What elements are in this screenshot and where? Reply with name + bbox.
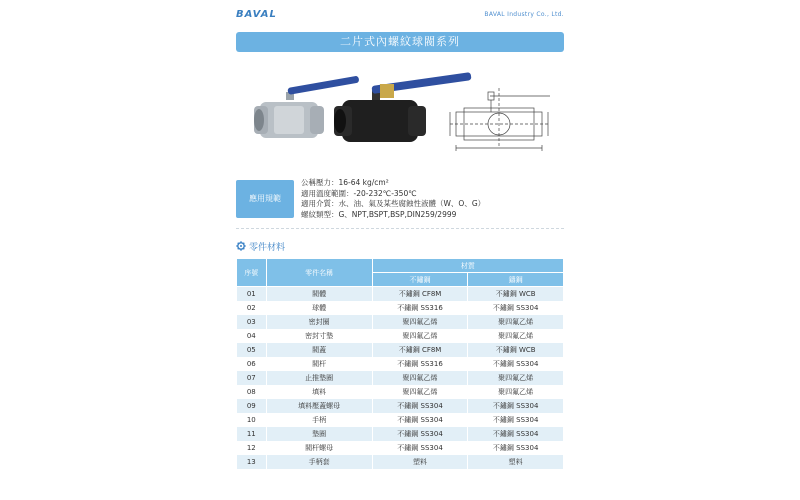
cell-m1: 不鏽鋼 CF8M <box>372 343 468 357</box>
cell-no: 10 <box>237 413 267 427</box>
cell-name: 手柄套 <box>266 455 372 469</box>
table-row <box>237 301 564 315</box>
cell-name: 填料壓蓋螺母 <box>266 399 372 413</box>
cell-m2: 不鏽鋼 SS304 <box>468 301 564 315</box>
cell-no: 05 <box>237 343 267 357</box>
cell-m1: 不鏽鋼 CF8M <box>372 287 468 302</box>
cell-no: 11 <box>237 427 267 441</box>
table-row <box>237 413 564 427</box>
spec-pressure: 公稱壓力：16-64 kg/cm² <box>301 178 389 187</box>
technical-drawing <box>450 88 550 151</box>
company-name: BAVAL Industry Co., Ltd. <box>484 11 564 18</box>
cell-no: 03 <box>237 315 267 329</box>
table-row <box>237 455 564 469</box>
cell-no: 04 <box>237 329 267 343</box>
cell-name: 閥蓋 <box>266 343 372 357</box>
brand-logo: BAVAL <box>236 9 277 20</box>
cell-m1: 不鏽鋼 SS304 <box>372 441 468 455</box>
cell-no: 09 <box>237 399 267 413</box>
spec-thread: 螺紋類型：G、NPT,BSPT,BSP,DIN259/2999 <box>301 209 457 219</box>
header-material-stainless: 不鏽鋼 <box>372 273 468 287</box>
table-row <box>237 287 564 302</box>
cell-m2: 聚四氟乙烯 <box>468 329 564 343</box>
spec-label: 應用規範 <box>236 180 294 218</box>
cell-m2: 不鏽鋼 SS304 <box>468 399 564 413</box>
cell-no: 13 <box>237 455 267 469</box>
cell-m2: 塑料 <box>468 455 564 469</box>
table-row <box>237 343 564 357</box>
cell-m2: 不鏽鋼 SS304 <box>468 441 564 455</box>
cell-name: 閥杆 <box>266 357 372 371</box>
cell-m1: 塑料 <box>372 455 468 469</box>
parts-section-label: 零件材料 <box>249 243 286 253</box>
cell-m2: 不鏽鋼 SS304 <box>468 357 564 371</box>
cell-m1: 不鏽鋼 SS304 <box>372 413 468 427</box>
cell-m2: 不鏽鋼 SS304 <box>468 413 564 427</box>
cell-name: 閥體 <box>266 287 372 302</box>
table-row <box>237 385 564 399</box>
header-material-cast: 鑄鋼 <box>468 273 564 287</box>
cell-name: 止推墊圈 <box>266 371 372 385</box>
spec-medium: 適用介質：水、油、氣及某些腐蝕性液體（W、O、G） <box>301 199 486 208</box>
table-row <box>237 329 564 343</box>
cell-m2: 聚四氟乙烯 <box>468 315 564 329</box>
cell-name: 填料 <box>266 385 372 399</box>
cell-m1: 聚四氟乙烯 <box>372 315 468 329</box>
table-row <box>237 441 564 455</box>
cell-no: 08 <box>237 385 267 399</box>
cell-no: 06 <box>237 357 267 371</box>
parts-table <box>236 258 564 469</box>
cell-m1: 聚四氟乙烯 <box>372 329 468 343</box>
divider <box>236 228 564 229</box>
header-material: 材質 <box>372 259 563 273</box>
table-row <box>237 315 564 329</box>
cell-name: 墊圈 <box>266 427 372 441</box>
cell-m1: 聚四氟乙烯 <box>372 385 468 399</box>
cell-m1: 不鏽鋼 SS316 <box>372 301 468 315</box>
cell-name: 球體 <box>266 301 372 315</box>
cell-name: 閥杆螺母 <box>266 441 372 455</box>
cell-no: 12 <box>237 441 267 455</box>
product-photos <box>250 68 560 158</box>
spec-list <box>301 178 563 220</box>
table-row <box>237 399 564 413</box>
cell-name: 密封圈 <box>266 315 372 329</box>
gear-icon <box>236 241 246 251</box>
cell-m2: 聚四氟乙烯 <box>468 371 564 385</box>
cell-m2: 不鏽鋼 WCB <box>468 287 564 302</box>
table-row <box>237 357 564 371</box>
table-row <box>237 371 564 385</box>
header-name: 零件名稱 <box>266 259 372 287</box>
cell-m2: 聚四氟乙烯 <box>468 385 564 399</box>
cell-name: 手柄 <box>266 413 372 427</box>
cell-m1: 聚四氟乙烯 <box>372 371 468 385</box>
cell-m1: 不鏽鋼 SS316 <box>372 357 468 371</box>
table-row <box>237 427 564 441</box>
spec-temperature: 適用溫度範圍：-20-232℃-350℃ <box>301 188 417 198</box>
cell-m1: 不鏽鋼 SS304 <box>372 427 468 441</box>
cell-m2: 不鏽鋼 WCB <box>468 343 564 357</box>
parts-section-title <box>236 240 285 253</box>
cell-no: 01 <box>237 287 267 302</box>
cell-m1: 不鏽鋼 SS304 <box>372 399 468 413</box>
page-title: 二片式內螺紋球閥系列 <box>236 32 564 52</box>
cell-name: 密封寸墊 <box>266 329 372 343</box>
cell-m2: 不鏽鋼 SS304 <box>468 427 564 441</box>
cell-no: 07 <box>237 371 267 385</box>
header-no: 序號 <box>237 259 267 287</box>
cell-no: 02 <box>237 301 267 315</box>
